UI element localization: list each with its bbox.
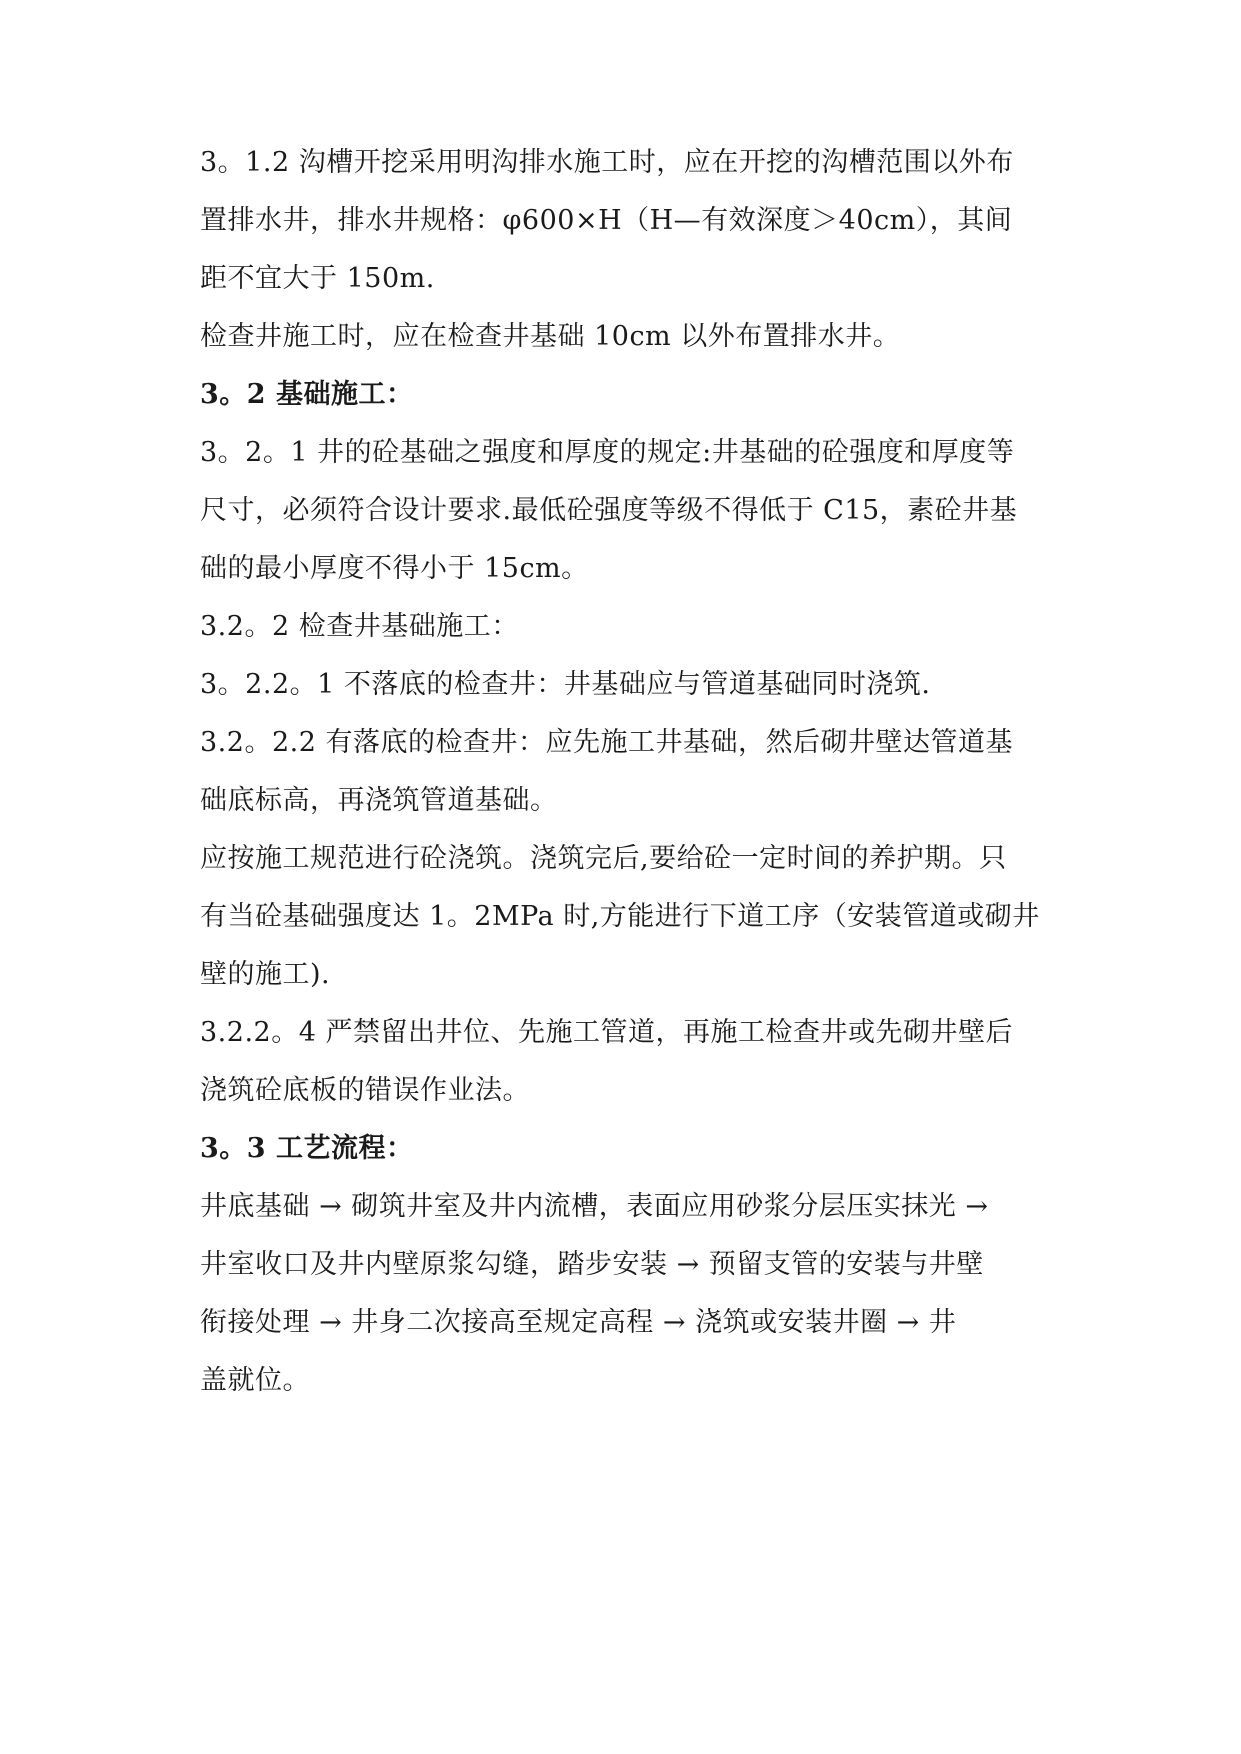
paragraph-line: 检查井施工时，应在检查井基础 10cm 以外布置排水井。: [200, 321, 901, 352]
paragraph-line: 距不宜大于 150m.: [200, 263, 435, 294]
paragraph-line: 井底基础 → 砌筑井室及井内流槽，表面应用砂浆分层压实抹光 →: [200, 1191, 989, 1222]
paragraph-line: 尺寸，必须符合设计要求.最低砼强度等级不得低于 C15，素砼井基: [200, 495, 1018, 526]
paragraph-line: 壁的施工).: [200, 959, 331, 990]
paragraph-line: 础的最小厚度不得小于 15cm。: [200, 553, 589, 584]
paragraph-line: 础底标高，再浇筑管道基础。: [200, 785, 558, 816]
paragraph-line: 应按施工规范进行砼浇筑。浇筑完后,要给砼一定时间的养护期。只: [200, 843, 1007, 874]
section-heading: 3。2 基础施工：: [200, 379, 414, 410]
paragraph-line: 3。2。1 井的砼基础之强度和厚度的规定:井基础的砼强度和厚度等: [200, 437, 1015, 468]
paragraph-line: 3.2.2。4 严禁留出井位、先施工管道，再施工检查井或先砌井壁后: [200, 1017, 1013, 1048]
paragraph-line: 3。2.2。1 不落底的检查井：井基础应与管道基础同时浇筑.: [200, 669, 931, 700]
paragraph-line: 3.2。2 检查井基础施工：: [200, 611, 519, 642]
paragraph-line: 3.2。2.2 有落底的检查井：应先施工井基础，然后砌井壁达管道基: [200, 727, 1013, 758]
paragraph-line: 盖就位。: [200, 1365, 310, 1396]
paragraph-line: 井室收口及井内壁原浆勾缝，踏步安装 → 预留支管的安装与井壁: [200, 1249, 984, 1280]
paragraph-line: 有当砼基础强度达 1。2MPa 时,方能进行下道工序（安装管道或砌井: [200, 901, 1040, 932]
paragraph-line: 浇筑砼底板的错误作业法。: [200, 1075, 530, 1106]
paragraph-line: 置排水井，排水井规格：φ600×H（H—有效深度＞40cm），其间: [200, 205, 1013, 236]
paragraph-line: 3。1.2 沟槽开挖采用明沟排水施工时，应在开挖的沟槽范围以外布: [200, 147, 1014, 178]
paragraph-line: 衔接处理 → 井身二次接高至规定高程 → 浇筑或安装井圈 → 井: [200, 1307, 957, 1338]
section-heading: 3。3 工艺流程：: [200, 1133, 414, 1164]
